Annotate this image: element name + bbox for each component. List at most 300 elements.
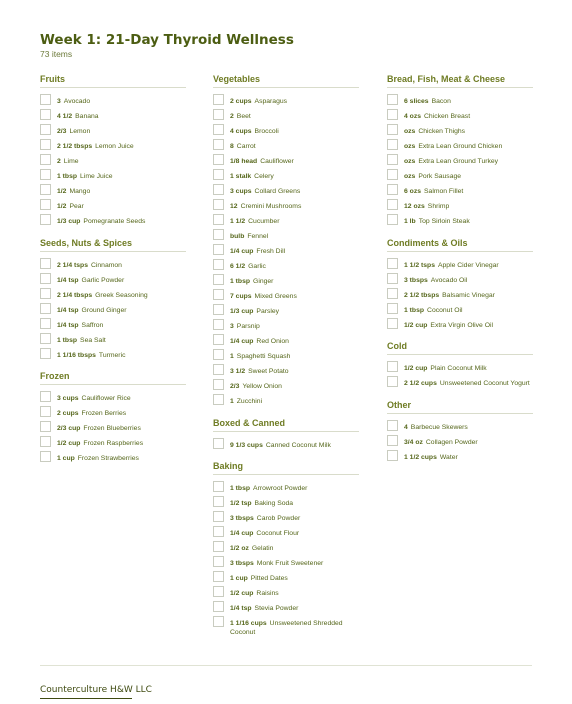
grocery-item[interactable]	[213, 603, 359, 615]
item-checkbox[interactable]	[387, 435, 398, 446]
item-text	[230, 588, 279, 598]
item-checkbox[interactable]	[213, 334, 224, 345]
item-checkbox[interactable]	[213, 511, 224, 522]
item-name: Greek Seasoning	[95, 291, 148, 299]
item-quantity: 1/2	[57, 188, 67, 195]
grocery-item[interactable]	[387, 437, 533, 449]
grocery-item[interactable]	[213, 483, 359, 495]
grocery-item[interactable]	[213, 351, 359, 363]
item-checkbox[interactable]	[213, 274, 224, 285]
item-checkbox[interactable]	[213, 526, 224, 537]
grocery-item[interactable]	[387, 96, 533, 108]
item-name: Cinnamon	[90, 261, 122, 269]
item-quantity: 3 1/2	[230, 368, 246, 375]
item-quantity: 1 1/2 cups	[404, 453, 437, 461]
item-checkbox[interactable]	[387, 273, 398, 284]
grocery-item[interactable]	[40, 320, 186, 332]
item-checkbox[interactable]	[40, 288, 51, 299]
item-checkbox[interactable]	[213, 349, 224, 360]
grocery-item[interactable]	[213, 291, 359, 303]
grocery-item[interactable]	[40, 171, 186, 183]
grocery-item[interactable]	[40, 141, 186, 153]
grocery-item[interactable]	[387, 186, 533, 198]
grocery-item[interactable]	[213, 396, 359, 408]
item-checkbox[interactable]	[213, 184, 224, 195]
grocery-item[interactable]	[213, 276, 359, 288]
item-checkbox[interactable]	[387, 361, 398, 372]
item-name: Barbecue Skewers	[410, 423, 468, 431]
item-text	[230, 126, 279, 136]
item-checkbox[interactable]	[213, 169, 224, 180]
grocery-item[interactable]	[387, 141, 533, 153]
category-title: Bread, Fish, Meat & Cheese	[387, 74, 533, 88]
grocery-item[interactable]	[387, 452, 533, 464]
item-text	[57, 290, 148, 300]
item-checkbox[interactable]	[213, 289, 224, 300]
grocery-item[interactable]	[40, 438, 186, 450]
item-name: Monk Fruit Sweetener	[256, 560, 324, 567]
item-checkbox[interactable]	[213, 154, 224, 165]
item-quantity: 3 cups	[57, 395, 79, 402]
item-name: Mixed Greens	[254, 293, 297, 300]
grocery-item[interactable]	[387, 216, 533, 228]
grocery-item[interactable]	[387, 260, 533, 272]
grocery-item[interactable]	[387, 126, 533, 138]
item-checkbox[interactable]	[213, 199, 224, 210]
item-text	[57, 438, 143, 448]
category-title: Boxed & Canned	[213, 418, 359, 432]
item-quantity: 3 cups	[230, 188, 252, 195]
item-text	[230, 321, 260, 331]
category-section	[387, 238, 533, 332]
grocery-item[interactable]	[213, 126, 359, 138]
grocery-item[interactable]	[213, 513, 359, 525]
grocery-item[interactable]	[213, 381, 359, 393]
item-name: Collard Greens	[254, 188, 301, 195]
grocery-item[interactable]	[40, 408, 186, 420]
item-checkbox[interactable]	[40, 436, 51, 447]
item-quantity: 1 cup	[230, 575, 248, 582]
item-name: Ginger	[253, 278, 274, 285]
item-name: Parsley	[256, 308, 280, 315]
grocery-item[interactable]	[213, 588, 359, 600]
item-checkbox[interactable]	[387, 169, 398, 180]
item-text	[230, 558, 323, 568]
item-checkbox[interactable]	[40, 109, 51, 120]
item-name: Celery	[254, 173, 274, 180]
grocery-item[interactable]	[213, 618, 359, 637]
item-checkbox[interactable]	[213, 541, 224, 552]
item-checkbox[interactable]	[40, 139, 51, 150]
category-title: Seeds, Nuts & Spices	[40, 238, 186, 252]
item-quantity: 2 1/2 cups	[404, 380, 437, 387]
grocery-item[interactable]	[40, 423, 186, 435]
item-text	[230, 351, 290, 361]
item-text	[57, 393, 131, 403]
item-name: Stevia Powder	[254, 605, 299, 612]
item-text	[404, 378, 530, 388]
grocery-item[interactable]	[40, 393, 186, 405]
item-quantity: 1/4 tsp	[57, 321, 79, 329]
item-checkbox[interactable]	[387, 288, 398, 299]
item-quantity: 12 ozs	[404, 203, 425, 210]
grocery-item[interactable]	[387, 363, 533, 375]
item-name: Frozen Strawberries	[77, 455, 139, 462]
item-quantity: 9 1/3 cups	[230, 441, 263, 449]
item-checkbox[interactable]	[387, 199, 398, 210]
grocery-item[interactable]	[213, 336, 359, 348]
item-checkbox[interactable]	[213, 586, 224, 597]
item-name: Unsweetened Shredded Coconut	[230, 620, 343, 636]
item-name: Pork Sausage	[418, 173, 462, 180]
item-checkbox[interactable]	[40, 348, 51, 359]
grocery-item[interactable]	[387, 378, 533, 390]
item-name: Fresh Dill	[256, 248, 286, 255]
item-quantity: 1/2 cup	[57, 440, 81, 447]
grocery-item[interactable]	[387, 320, 533, 332]
item-quantity: 4 ozs	[404, 113, 421, 120]
grocery-item[interactable]	[213, 306, 359, 318]
grocery-item[interactable]	[387, 290, 533, 302]
item-name: Top Sirloin Steak	[418, 218, 470, 225]
grocery-item[interactable]	[387, 171, 533, 183]
item-name: Parsnip	[236, 323, 260, 330]
item-quantity: 1	[230, 398, 234, 405]
grocery-item[interactable]	[40, 453, 186, 465]
grocery-item[interactable]	[213, 543, 359, 555]
category-section	[387, 341, 533, 390]
item-checkbox[interactable]	[387, 109, 398, 120]
grocery-item[interactable]	[213, 528, 359, 540]
grocery-item[interactable]	[213, 186, 359, 198]
item-checkbox[interactable]	[213, 229, 224, 240]
category-section	[387, 400, 533, 464]
item-quantity: 1/8 head	[230, 158, 258, 165]
item-text	[57, 186, 90, 196]
item-quantity: 2	[230, 113, 234, 120]
item-quantity: 1/3 cup	[57, 218, 81, 225]
item-name: Cauliflower	[260, 158, 294, 165]
item-quantity: 1/3 cup	[230, 308, 254, 315]
footer-underline	[40, 698, 132, 699]
item-text	[230, 291, 297, 301]
item-name: Balsamic Vinegar	[442, 291, 495, 299]
item-text	[57, 305, 127, 315]
item-name: Banana	[75, 113, 99, 120]
item-text	[230, 306, 279, 316]
grocery-item[interactable]	[213, 111, 359, 123]
grocery-item[interactable]	[213, 558, 359, 570]
item-name: Garlic Powder	[81, 276, 125, 284]
item-name: Garlic	[248, 263, 266, 270]
item-quantity: 1 1/16 tbsps	[57, 351, 96, 359]
item-quantity: 1/2 tsp	[230, 500, 252, 507]
item-name: Extra Lean Ground Turkey	[418, 158, 499, 165]
item-checkbox[interactable]	[387, 214, 398, 225]
item-quantity: 1 cup	[57, 455, 75, 462]
item-name: Lemon Juice	[95, 143, 134, 150]
item-name: Fennel	[247, 233, 269, 240]
item-text	[404, 422, 468, 432]
item-quantity: 4 cups	[230, 128, 252, 135]
item-text	[404, 156, 498, 166]
item-checkbox[interactable]	[40, 124, 51, 135]
grocery-item[interactable]	[213, 498, 359, 510]
item-checkbox[interactable]	[40, 184, 51, 195]
item-checkbox[interactable]	[213, 139, 224, 150]
item-checkbox[interactable]	[40, 199, 51, 210]
item-quantity: 3 tbsps	[230, 515, 254, 522]
item-quantity: 1/2	[57, 203, 67, 210]
item-name: Lime Juice	[80, 173, 113, 180]
item-name: Arrowroot Powder	[253, 485, 308, 492]
grocery-item[interactable]	[213, 440, 359, 452]
item-text	[57, 126, 90, 136]
item-text	[57, 260, 122, 270]
item-text	[57, 350, 125, 360]
item-checkbox[interactable]	[387, 303, 398, 314]
item-checkbox[interactable]	[387, 318, 398, 329]
item-quantity: 6 slices	[404, 98, 429, 105]
item-text	[404, 290, 495, 300]
grocery-item[interactable]	[40, 290, 186, 302]
item-checkbox[interactable]	[387, 184, 398, 195]
item-quantity: 1/4 tsp	[230, 605, 252, 612]
item-quantity: 1 tbsp	[404, 306, 425, 314]
item-name: Frozen Berries	[81, 410, 127, 417]
item-checkbox[interactable]	[387, 139, 398, 150]
grocery-item[interactable]	[40, 260, 186, 272]
item-name: Carob Powder	[256, 515, 301, 522]
category-title: Condiments & Oils	[387, 238, 533, 252]
category-title: Other	[387, 400, 533, 414]
item-name: Plain Coconut Milk	[430, 365, 487, 372]
grocery-item[interactable]	[213, 141, 359, 153]
grocery-item[interactable]	[387, 111, 533, 123]
item-checkbox[interactable]	[213, 438, 224, 449]
category-section	[40, 238, 186, 362]
item-checkbox[interactable]	[213, 364, 224, 375]
grocery-item[interactable]	[213, 573, 359, 585]
item-checkbox[interactable]	[40, 451, 51, 462]
item-name: Broccoli	[254, 128, 279, 135]
grocery-item[interactable]	[40, 305, 186, 317]
column-right	[387, 74, 533, 473]
item-text	[57, 156, 79, 166]
item-quantity: 3 tbsps	[230, 560, 254, 567]
footer-company: Counterculture H&W LLC	[40, 685, 152, 695]
item-name: Bacon	[431, 98, 451, 105]
grocery-item[interactable]	[213, 231, 359, 243]
grocery-item[interactable]	[387, 201, 533, 213]
item-checkbox[interactable]	[213, 571, 224, 582]
item-checkbox[interactable]	[40, 214, 51, 225]
item-quantity: 2 cups	[57, 410, 79, 417]
item-checkbox[interactable]	[40, 333, 51, 344]
item-name: Turmeric	[98, 351, 126, 359]
item-quantity: 1/2 oz	[230, 545, 249, 552]
item-text	[404, 437, 478, 447]
grocery-item[interactable]	[40, 335, 186, 347]
item-checkbox[interactable]	[213, 259, 224, 270]
item-name: Lemon	[69, 128, 91, 135]
item-text	[230, 396, 262, 406]
category-section	[387, 74, 533, 228]
item-text	[230, 216, 279, 226]
item-name: Salmon Fillet	[424, 188, 464, 195]
item-checkbox[interactable]	[387, 450, 398, 461]
grocery-item[interactable]	[40, 156, 186, 168]
item-text	[230, 381, 282, 391]
item-name: Beet	[236, 113, 251, 120]
grocery-item[interactable]	[213, 261, 359, 273]
grocery-item[interactable]	[40, 350, 186, 362]
grocery-item[interactable]	[213, 156, 359, 168]
item-name: Carrot	[236, 143, 256, 150]
grocery-item[interactable]	[213, 96, 359, 108]
category-title: Fruits	[40, 74, 186, 88]
item-checkbox[interactable]	[40, 421, 51, 432]
item-quantity: 12	[230, 203, 238, 210]
page-title: Week 1: 21-Day Thyroid Wellness	[40, 32, 294, 48]
item-checkbox[interactable]	[40, 258, 51, 269]
grocery-item[interactable]	[40, 216, 186, 228]
grocery-item[interactable]	[40, 201, 186, 213]
item-checkbox[interactable]	[387, 154, 398, 165]
item-quantity: 1 tbsp	[57, 336, 78, 344]
item-name: Extra Lean Ground Chicken	[418, 143, 503, 150]
item-quantity: 1/4 cup	[230, 248, 254, 255]
grocery-item[interactable]	[40, 126, 186, 138]
item-text	[230, 156, 294, 166]
item-text	[404, 111, 470, 121]
item-name: Pomegranate Seeds	[83, 218, 146, 225]
grocery-item[interactable]	[213, 366, 359, 378]
item-name: Cauliflower Rice	[81, 395, 131, 402]
grocery-item[interactable]	[387, 305, 533, 317]
item-name: Avocado Oil	[430, 276, 468, 284]
grocery-item[interactable]	[387, 422, 533, 434]
grocery-item[interactable]	[40, 96, 186, 108]
category-section	[213, 418, 359, 452]
grocery-item[interactable]	[387, 156, 533, 168]
item-checkbox[interactable]	[387, 258, 398, 269]
grocery-item[interactable]	[213, 321, 359, 333]
item-text	[230, 513, 300, 523]
item-quantity: 2	[57, 158, 61, 165]
item-checkbox[interactable]	[40, 273, 51, 284]
item-quantity: 1 stalk	[230, 173, 252, 180]
grocery-item[interactable]	[213, 171, 359, 183]
item-text	[404, 171, 461, 181]
grocery-item[interactable]	[213, 246, 359, 258]
item-checkbox[interactable]	[213, 304, 224, 315]
footer-divider	[40, 665, 532, 666]
item-name: Yellow Onion	[242, 383, 282, 390]
item-name: Baking Soda	[254, 500, 294, 507]
item-text	[404, 126, 465, 136]
item-checkbox[interactable]	[40, 94, 51, 105]
item-text	[230, 483, 307, 493]
grocery-item[interactable]	[40, 275, 186, 287]
item-checkbox[interactable]	[40, 154, 51, 165]
category-section	[213, 461, 359, 637]
grocery-item[interactable]	[40, 186, 186, 198]
item-name: Frozen Blueberries	[83, 425, 141, 432]
item-checkbox[interactable]	[213, 94, 224, 105]
item-text	[404, 260, 499, 270]
item-quantity: 3/4 oz	[404, 438, 423, 446]
item-checkbox[interactable]	[387, 124, 398, 135]
item-quantity: 1 tbsp	[57, 173, 78, 180]
item-text	[57, 201, 84, 211]
item-checkbox[interactable]	[213, 379, 224, 390]
item-name: Raisins	[256, 590, 279, 597]
item-text	[57, 320, 103, 330]
item-quantity: 1/4 tsp	[57, 276, 79, 284]
item-name: Cucumber	[248, 218, 280, 225]
item-quantity: 2/3	[230, 383, 240, 390]
item-name: Lime	[63, 158, 79, 165]
item-name: Chicken Breast	[424, 113, 471, 120]
item-checkbox[interactable]	[40, 303, 51, 314]
grocery-item[interactable]	[40, 111, 186, 123]
item-checkbox[interactable]	[213, 124, 224, 135]
item-text	[57, 111, 99, 121]
item-text	[230, 111, 251, 121]
item-name: Pear	[69, 203, 84, 210]
item-checkbox[interactable]	[213, 394, 224, 405]
item-checkbox[interactable]	[387, 376, 398, 387]
item-quantity: 3	[230, 323, 234, 330]
item-quantity: 1/2 cup	[404, 321, 428, 329]
item-quantity: 4 1/2	[57, 113, 73, 120]
item-checkbox[interactable]	[213, 319, 224, 330]
item-checkbox[interactable]	[213, 109, 224, 120]
item-text	[230, 440, 331, 450]
item-text	[57, 216, 145, 226]
item-quantity: 1/4 cup	[230, 530, 254, 537]
item-quantity: 1/2 cup	[404, 365, 428, 372]
item-checkbox[interactable]	[387, 420, 398, 431]
item-text	[404, 216, 470, 226]
category-section	[40, 74, 186, 228]
item-checkbox[interactable]	[40, 169, 51, 180]
item-checkbox[interactable]	[213, 481, 224, 492]
item-checkbox[interactable]	[40, 391, 51, 402]
grocery-item[interactable]	[387, 275, 533, 287]
item-text	[230, 603, 298, 613]
grocery-item[interactable]	[213, 201, 359, 213]
item-checkbox[interactable]	[213, 616, 224, 627]
item-checkbox[interactable]	[213, 496, 224, 507]
item-checkbox[interactable]	[213, 214, 224, 225]
item-text	[230, 186, 300, 196]
item-checkbox[interactable]	[387, 94, 398, 105]
item-checkbox[interactable]	[213, 556, 224, 567]
grocery-item[interactable]	[213, 216, 359, 228]
item-quantity: 3 tbsps	[404, 276, 428, 284]
item-quantity: 2 cups	[230, 98, 252, 105]
category-section	[40, 371, 186, 465]
item-checkbox[interactable]	[40, 318, 51, 329]
category-section	[213, 74, 359, 408]
item-text	[404, 320, 493, 330]
item-name: Red Onion	[256, 338, 289, 345]
item-checkbox[interactable]	[40, 406, 51, 417]
item-checkbox[interactable]	[213, 601, 224, 612]
item-checkbox[interactable]	[213, 244, 224, 255]
